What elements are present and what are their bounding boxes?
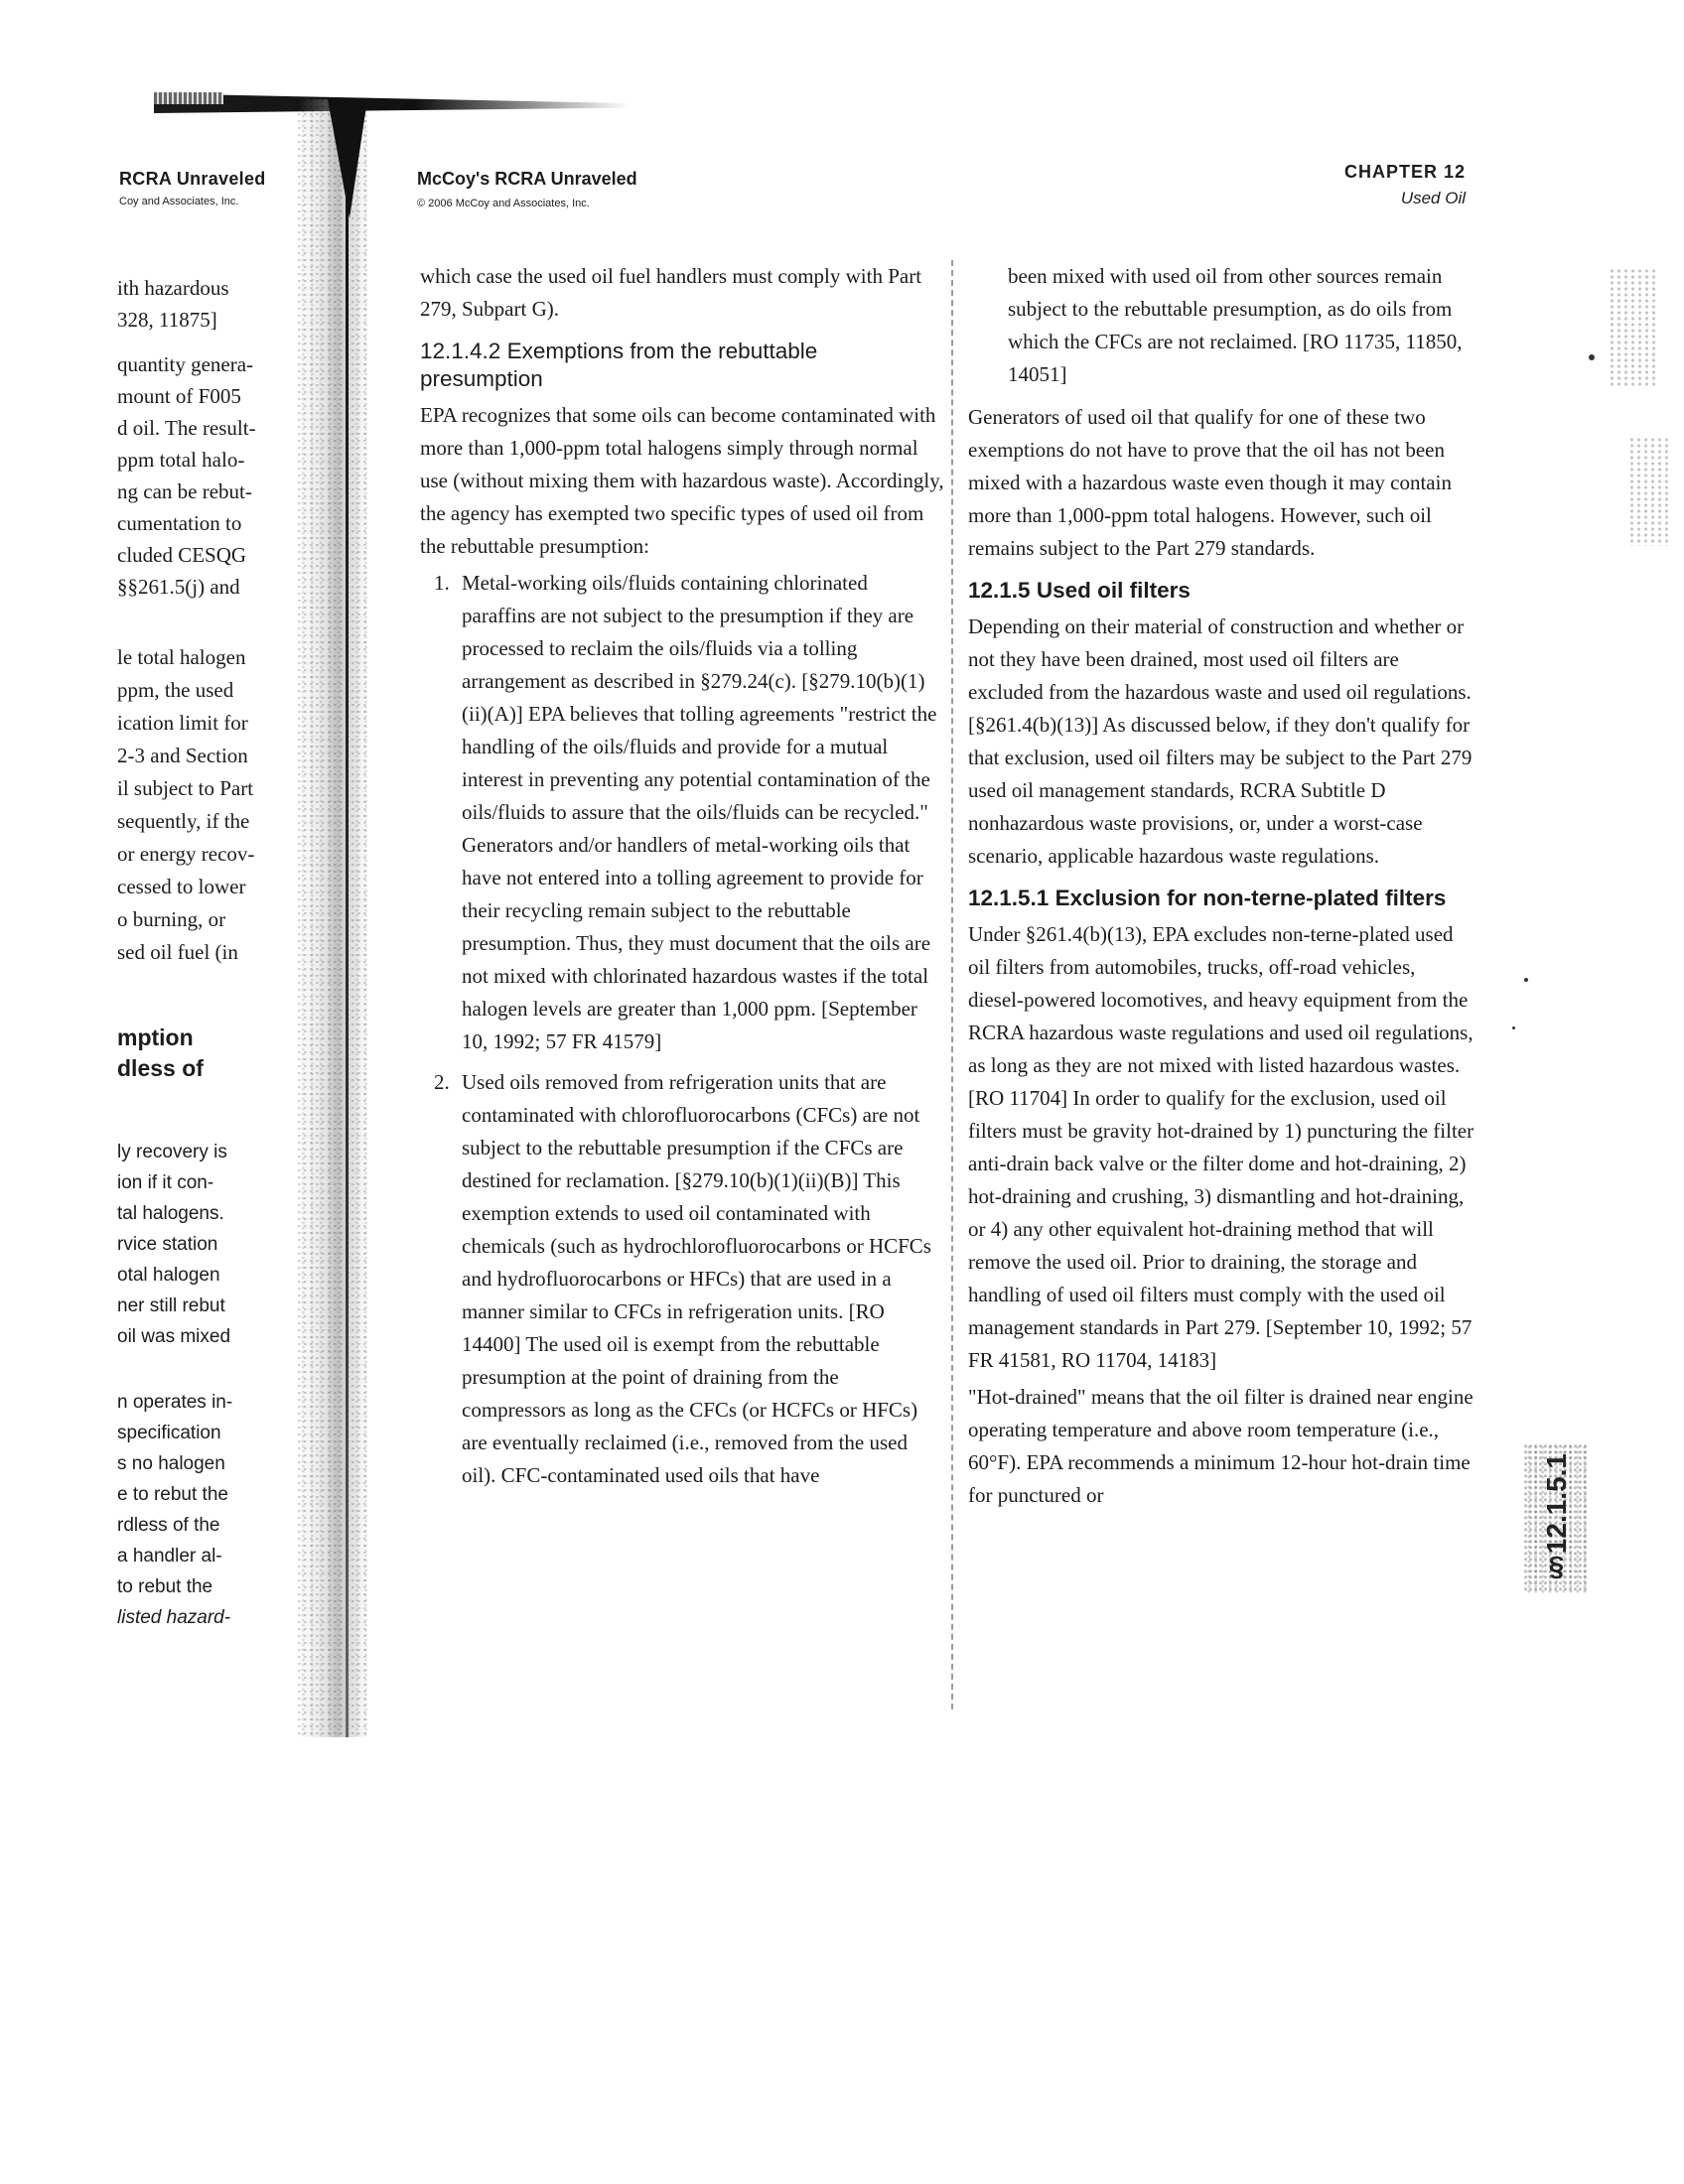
scan-noise	[1628, 437, 1668, 546]
left-fragment-line: quantity genera-	[117, 352, 254, 376]
left-fragment-line: le total halogen	[117, 645, 246, 669]
list-item-number: 1.	[434, 571, 450, 595]
body-paragraph: Generators of used oil that qualify for one of these two exemptions do not have to prove that the oil has not been mixed with a hazardous waste even though it may contain more than 1,000-ppm total halogens. However, such oil remains subject to the Part 279 standards.	[968, 405, 1452, 560]
left-fragment-line: sequently, if the	[117, 809, 250, 833]
left-fragment-line: listed hazard-	[117, 1607, 231, 1628]
column-divider	[951, 260, 953, 1709]
list-continuation: been mixed with used oil from other sources remain subject to the rebuttable presumption, as do oils from which the CFCs are not reclaimed. [RO 11735, 11850, 14051]	[1008, 264, 1463, 386]
scan-artifact-bar	[154, 91, 631, 113]
subsection-number: 12.1.5.1	[968, 886, 1050, 910]
left-fragment-line: specification	[117, 1423, 221, 1443]
left-fragment-line: tal halogens.	[117, 1203, 224, 1224]
left-fragment-line: d oil. The result-	[117, 416, 256, 440]
left-fragment-line: cessed to lower	[117, 875, 246, 898]
left-fragment-line: mount of F005	[117, 384, 241, 408]
section-heading-12-1-4-2	[420, 338, 946, 393]
left-fragment-line: s no halogen	[117, 1453, 225, 1474]
left-header-title: RCRA Unraveled	[119, 169, 266, 189]
chapter-subtitle: Used Oil	[1400, 189, 1466, 207]
section-side-tab	[1524, 1444, 1589, 1593]
left-fragment-line: il subject to Part	[117, 776, 254, 800]
left-fragment-line: ication limit for	[117, 711, 248, 735]
left-fragment-heading: mption	[117, 1024, 194, 1050]
left-fragment-line: rvice station	[117, 1234, 218, 1255]
left-fragment-line: ppm, the used	[117, 678, 234, 702]
left-page-header	[119, 169, 308, 207]
intro-paragraph: which case the used oil fuel handlers must comply with Part 279, Subpart G).	[420, 264, 922, 321]
list-item-text: Used oils removed from refrigeration units that are contaminated with chlorofluorocarbons (CFCs) are not subject to the rebuttable presumption if the CFCs are destined for reclamation. [§279.10(b)(1)(ii)(B)] This exemption extends to used oil contaminated with chemicals (such as hydrochlorofluorocarbons or HCFCs and hydrofluorocarbons or HFCs) that are used in a manner similar to CFCs in refrigeration units. [RO 14400] The used oil is exempt from the rebuttable presumption at the point of draining from the compressors as long as the CFCs (or HCFCs or HFCs) are eventually reclaimed (i.e., removed from the used oil). CFC-contaminated used oils that have	[462, 1070, 931, 1487]
section-title: Exemptions from the rebuttable presumption	[420, 339, 818, 391]
left-fragment-line: ith hazardous	[117, 276, 229, 300]
exemption-list	[420, 567, 946, 1492]
text-column-left	[420, 260, 946, 1500]
left-fragment-line: 2-3 and Section	[117, 744, 248, 767]
book-binding-shadow	[298, 99, 367, 1737]
left-fragment-line: e to rebut the	[117, 1484, 228, 1505]
left-fragment-line: to rebut the	[117, 1576, 213, 1597]
body-paragraph: Under §261.4(b)(13), EPA excludes non-terne-plated used oil filters from automobiles, trucks, off-road vehicles, diesel-powered locomotives, and heavy equipment from the RCRA hazardous waste regulations and used oil regulations, as long as they are not mixed with listed hazardous wastes. [RO 11704] In order to qualify for the exclusion, used oil filters must be gravity hot-drained by 1) puncturing the filter anti-drain back valve or the filter dome and hot-draining, 2) hot-draining and crushing, 3) dismantling and hot-draining, or 4) any other equivalent hot-draining method that will remove the used oil. Prior to draining, the storage and handling of used oil filters must comply with the used oil management standards in Part 279. [September 10, 1992; 57 FR 41581, RO 11704, 14183]	[968, 922, 1474, 1372]
left-fragment-heading: dless of	[117, 1055, 204, 1081]
scan-noise	[1609, 268, 1658, 387]
section-number: 12.1.4.2	[420, 339, 501, 363]
spacer	[968, 391, 1474, 401]
side-tab-label: §12.1.5.1	[1540, 1452, 1572, 1585]
page-header-right	[1344, 162, 1466, 208]
left-fragment-line: o burning, or	[117, 907, 226, 931]
left-fragment-line: ppm total halo-	[117, 448, 245, 472]
list-item	[420, 567, 946, 1058]
book-title: McCoy's RCRA Unraveled	[417, 169, 637, 189]
left-fragment-line: otal halogen	[117, 1265, 220, 1286]
body-paragraph: EPA recognizes that some oils can become contaminated with more than 1,000-ppm total halogens simply through normal use (without mixing them with hazardous waste). Accordingly, the agency has exempted two specific types of used oil from the rebuttable presumption:	[420, 403, 944, 558]
left-fragment-line: ion if it con-	[117, 1172, 214, 1193]
left-fragment-line: a handler al-	[117, 1546, 222, 1567]
section-title: Used oil filters	[1036, 578, 1191, 603]
copyright-line: © 2006 McCoy and Associates, Inc.	[417, 198, 590, 209]
left-fragment-line: 328, 11875]	[117, 308, 217, 332]
left-fragment-line: cumentation to	[117, 511, 242, 535]
body-paragraph: Depending on their material of construction and whether or not they have been drained, most used oil filters are excluded from the hazardous waste and used oil regulations. [§261.4(b)(13)] As discussed below, if they don't qualify for that exclusion, used oil filters may be subject to the Part 279 used oil management standards, RCRA Subtitle D nonhazardous waste provisions, or, under a worst-case scenario, applicable hazardous waste regulations.	[968, 614, 1473, 868]
scan-speck	[1524, 978, 1528, 982]
left-fragment-line: n operates in-	[117, 1392, 233, 1413]
section-heading-12-1-5	[968, 577, 1474, 605]
left-fragment-line: oil was mixed	[117, 1326, 231, 1347]
page-header-left	[417, 169, 637, 209]
scan-speck	[1512, 1026, 1515, 1029]
left-fragment-line: ner still rebut	[117, 1296, 225, 1316]
left-fragment-line: ng can be rebut-	[117, 479, 252, 503]
left-fragment-line: rdless of the	[117, 1515, 220, 1536]
scan-speck	[1589, 354, 1595, 360]
left-fragment-line: ly recovery is	[117, 1142, 227, 1162]
section-heading-12-1-5-1	[968, 885, 1474, 912]
chapter-number: CHAPTER 12	[1343, 162, 1466, 182]
binding-line	[346, 159, 349, 1737]
body-paragraph: "Hot-drained" means that the oil filter is drained near engine operating temperature and above room temperature (i.e., 60°F). EPA recommends a minimum 12-hour hot-drain time for punctured or	[968, 1385, 1474, 1507]
left-fragment-line: §§261.5(j) and	[117, 575, 240, 599]
list-item	[420, 1066, 946, 1492]
section-number: 12.1.5	[968, 578, 1031, 603]
left-header-copyright: Coy and Associates, Inc.	[119, 196, 239, 207]
left-fragment-line: sed oil fuel (in	[117, 940, 238, 964]
text-column-right	[968, 260, 1474, 1512]
list-item-text: Metal-working oils/fluids containing chlorinated paraffins are not subject to the presumption if they are processed to reclaim the oils/fluids via a tolling arrangement as described in §279.24(c). [§279.10(b)(1)(ii)(A)] EPA believes that tolling agreements "restrict the handling of the oils/fluids and provide for a mutual interest in preventing any potential contamination of the oils/fluids to assure that the oils/fluids can be recycled." Generators and/or handlers of metal-working oils that have not entered into a tolling agreement to provide for their recycling remain subject to the rebuttable presumption. Thus, they must document that the oils are not mixed with chlorinated hazardous wastes if the total halogen levels are greater than 1,000 ppm. [September 10, 1992; 57 FR 41579]	[462, 571, 937, 1053]
left-fragment-line: cluded CESQG	[117, 543, 247, 567]
left-fragment-line: or energy recov-	[117, 842, 255, 866]
subsection-title: Exclusion for non-terne-plated filters	[1054, 886, 1447, 910]
list-item-number: 2.	[434, 1070, 450, 1094]
scan-artifact-tag	[154, 92, 223, 104]
